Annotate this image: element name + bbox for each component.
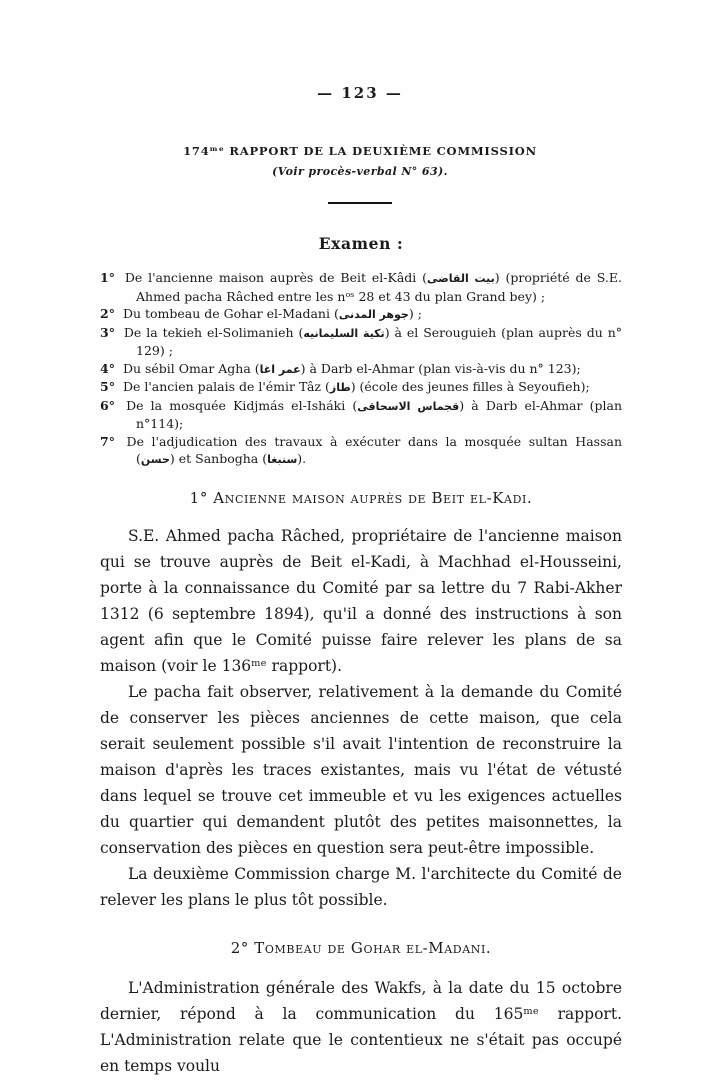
item-text: ) (école des jeunes filles à Seyoufieh); (350, 379, 590, 394)
paragraph: L'Administration générale des Wakfs, à la date du 15 octobre dernier, répond à la communication du 165ᵐᵉ rapport. L'Administration relate que le contentieux ne s'était pas occupé en temps voulu (100, 978, 622, 1075)
item-text: ) à el Serouguieh (plan auprès du n° 129) ; (136, 324, 622, 358)
arabic-text: حسن (140, 453, 170, 466)
section-2-heading: 2° Tombeau de Gohar el-Madani. (230, 938, 492, 957)
item-text: De la tekieh el-Solimanieh ( (123, 324, 304, 340)
examen-item-3 (100, 324, 622, 360)
item-number: 2° (100, 306, 115, 321)
item-number: 1° (100, 270, 115, 285)
item-text: ) ; (408, 306, 422, 321)
divider-rule (328, 202, 392, 204)
item-text: ) à Darb el-Ahmar (plan vis-à-vis du n° 123); (300, 360, 581, 376)
item-text: De la mosquée Kidjmás el-Isháki ( (126, 397, 358, 413)
item-text: De l'ancienne maison auprès de Beit el-Kâdi ( (124, 270, 428, 285)
examen-heading: Examen : (318, 234, 404, 253)
paragraph: La deuxième Commission charge M. l'architecte du Comité de relever les plans le plus tôt possible. (100, 864, 622, 909)
report-subtitle: (Voir procès-verbal N° 63). (272, 165, 448, 178)
arabic-text: سنبغا (267, 453, 298, 466)
paragraph: Le pacha fait observer, relativement à la demande du Comité de conserver les pièces anciennes de cette maison, que cela serait seulement possible s'il avait l'intention de reconstruire la maison d'après les traces existantes, mais vu l'état de vétusté dans lequel se trouve cet immeuble et vu les exigences actuelles du quartier qui demandent plutôt des petites maisonnettes, la conservation des pièces en question sera peut-être impossible. (100, 682, 622, 857)
arabic-text: بيت القاضى (427, 272, 495, 285)
item-number: 5° (100, 379, 115, 394)
examen-item-7 (100, 433, 622, 469)
examen-item-4 (100, 360, 622, 379)
examen-item-5 (100, 378, 622, 397)
arabic-text: قجماس الاسحاقى (357, 399, 460, 413)
item-text: De l'ancien palais de l'émir Tâz ( (122, 379, 330, 394)
item-text: ) (propriété de S.E. Ahmed pacha Râched entre les nᵒˢ 28 et 43 du plan Grand bey) ; (136, 270, 622, 304)
arabic-text: عمر اغا (259, 362, 301, 376)
item-text: ) et Sanbogha ( (169, 451, 268, 466)
item-number: 7° (100, 433, 115, 449)
item-text: ). (297, 451, 307, 466)
item-number: 3° (100, 324, 115, 340)
item-text: ) à Darb el-Ahmar (plan n°114); (136, 397, 623, 431)
page-number: — 123 — (317, 84, 403, 102)
arabic-text: جوهر المدنى (338, 308, 409, 321)
item-number: 4° (100, 360, 115, 376)
examen-list (100, 269, 622, 469)
examen-item-2 (100, 305, 622, 324)
arabic-text: تكية السليمانيه (303, 326, 385, 340)
arabic-text: طاز (329, 381, 351, 394)
examen-item-1 (100, 269, 622, 305)
page-content (0, 234, 720, 1079)
item-text: De l'adjudication des travaux à exécuter dans la mosquée sultan Hassan ( (126, 433, 622, 466)
report-header (0, 144, 720, 178)
report-title: 174ᵐᵉ RAPPORT DE LA DEUXIÈME COMMISSION (183, 144, 537, 158)
item-text: Du tombeau de Gohar el-Madani ( (122, 306, 339, 321)
paragraph: S.E. Ahmed pacha Râched, propriétaire de l'ancienne maison qui se trouve auprès de Beit el-Kadi, à Machhad el-Housseini, porte à la connaissance du Comité par sa lettre du 7 Rabi-Akher 1312 (6 septembre 1894), qu'il a donné des instructions à son agent afin que le Comité puisse faire relever les plans de sa maison (voir le 136ᵐᵉ rapport). (100, 526, 622, 675)
item-number: 6° (100, 397, 115, 413)
examen-item-6 (100, 397, 622, 433)
section-1-heading: 1° Ancienne maison auprès de Beit el-Kadi. (189, 488, 533, 507)
item-text: Du sébil Omar Agha ( (122, 360, 260, 376)
